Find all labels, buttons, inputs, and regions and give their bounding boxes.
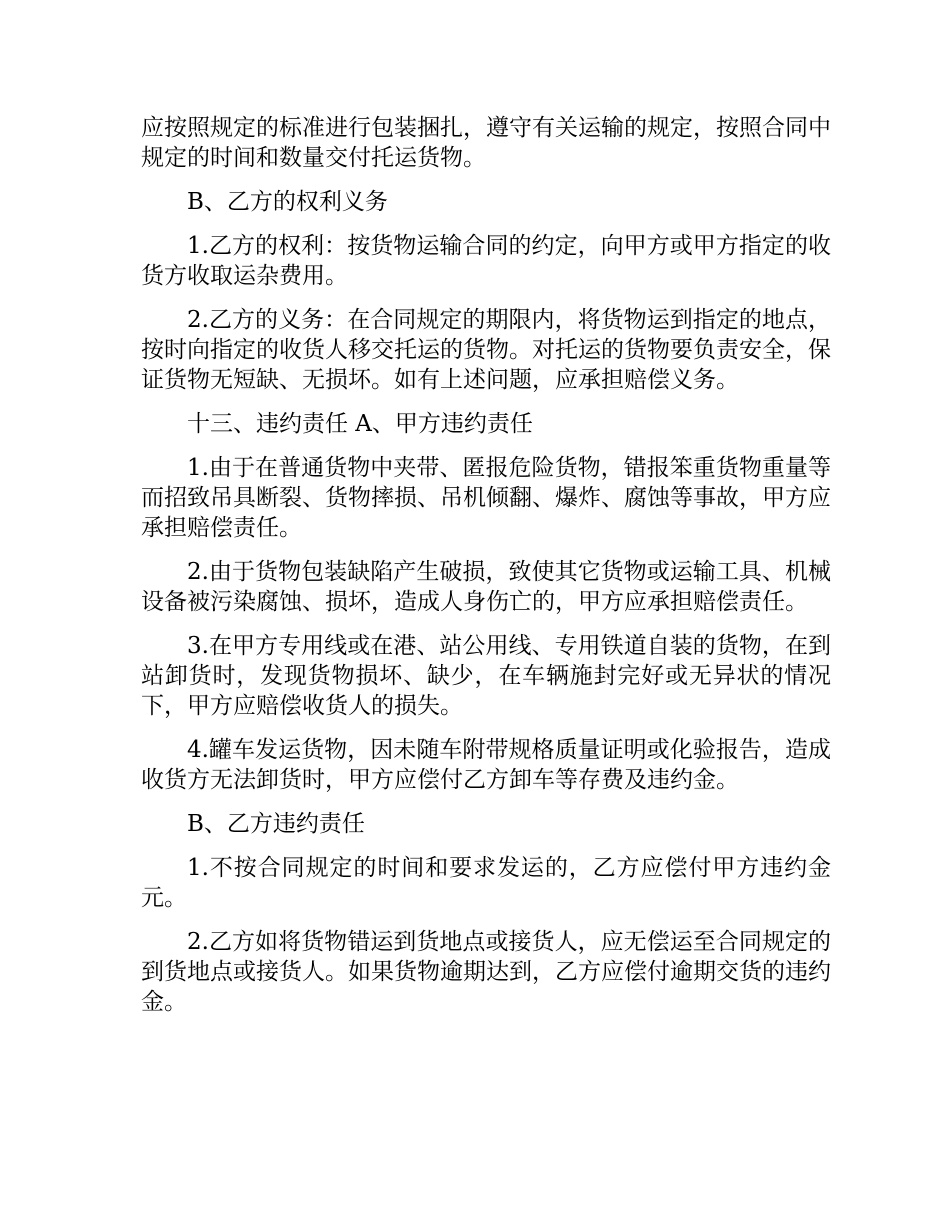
heading-party-b-rights-obligations: B、乙方的权利义务 bbox=[187, 189, 388, 215]
heading-party-b-breach: B、乙方违约责任 bbox=[187, 811, 365, 837]
paragraph-party-b-breach-1: 1.不按合同规定的时间和要求发运的，乙方应偿付甲方违约金元。 bbox=[141, 855, 831, 911]
paragraph-party-b-obligations: 2.乙方的义务：在合同规定的期限内，将货物运到指定的地点，按时向指定的收货人移交托运的货物。对托运的货物要负责安全，保证货物无短缺、无损坏。如有上述问题，应承担赔偿义务。 bbox=[141, 307, 831, 393]
paragraph-continuation: 应按照规定的标准进行包装捆扎，遵守有关运输的规定，按照合同中规定的时间和数量交付托运货物。 bbox=[141, 115, 831, 171]
heading-breach-liability: 十三、违约责任 A、甲方违约责任 bbox=[187, 411, 533, 437]
paragraph-party-b-rights: 1.乙方的权利：按货物运输合同的约定，向甲方或甲方指定的收货方收取运杂费用。 bbox=[141, 233, 831, 289]
paragraph-party-a-breach-4: 4.罐车发运货物，因未随车附带规格质量证明或化验报告，造成收货方无法卸货时，甲方应偿付乙方卸车等存费及违约金。 bbox=[141, 737, 831, 793]
paragraph-party-a-breach-3: 3.在甲方专用线或在港、站公用线、专用铁道自装的货物，在到站卸货时，发现货物损坏、缺少，在车辆施封完好或无异状的情况下，甲方应赔偿收货人的损失。 bbox=[141, 633, 831, 719]
paragraph-party-b-breach-2: 2.乙方如将货物错运到货地点或接货人，应无偿运至合同规定的到货地点或接货人。如果货物逾期达到，乙方应偿付逾期交货的违约金。 bbox=[141, 929, 831, 1015]
document-page bbox=[141, 113, 831, 1031]
paragraph-party-a-breach-2: 2.由于货物包装缺陷产生破损，致使其它货物或运输工具、机械设备被污染腐蚀、损坏，造成人身伤亡的，甲方应承担赔偿责任。 bbox=[141, 559, 831, 615]
paragraph-party-a-breach-1: 1.由于在普通货物中夹带、匿报危险货物，错报笨重货物重量等而招致吊具断裂、货物摔损、吊机倾翻、爆炸、腐蚀等事故，甲方应承担赔偿责任。 bbox=[141, 455, 831, 541]
